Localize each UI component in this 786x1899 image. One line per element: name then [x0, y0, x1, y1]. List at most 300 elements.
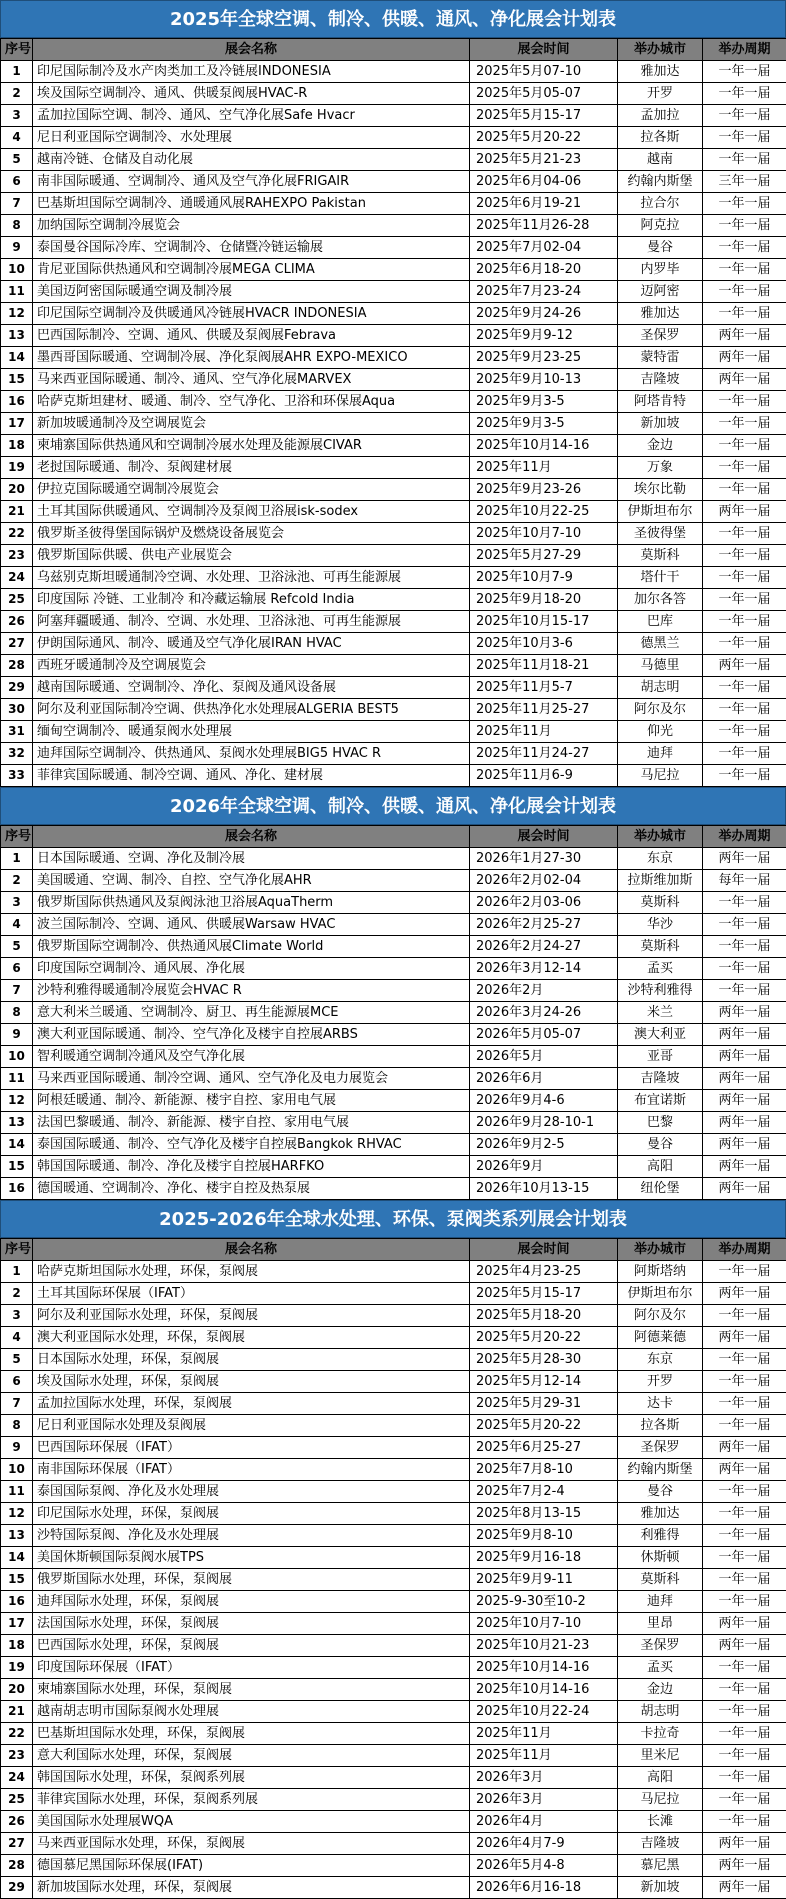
- host-city: 阿德莱德: [618, 1327, 703, 1349]
- row-index: 8: [1, 1415, 33, 1437]
- frequency: 一年一届: [703, 1679, 786, 1701]
- host-city: 利雅得: [618, 1525, 703, 1547]
- table-row: [1, 848, 786, 870]
- frequency: 一年一届: [703, 633, 786, 655]
- exhibition-name: 土耳其国际环保展（IFAT）: [33, 1283, 470, 1305]
- host-city: 莫斯科: [618, 936, 703, 958]
- table-row: [1, 369, 786, 391]
- row-index: 13: [1, 325, 33, 347]
- frequency: 一年一届: [703, 699, 786, 721]
- row-index: 28: [1, 1855, 33, 1877]
- host-city: 内罗毕: [618, 259, 703, 281]
- table-row: [1, 1305, 786, 1327]
- frequency: 一年一届: [703, 914, 786, 936]
- row-index: 15: [1, 1156, 33, 1178]
- frequency: 一年一届: [703, 1349, 786, 1371]
- exhibition-date: 2026年2月24-27: [470, 936, 618, 958]
- exhibition-date: 2026年3月12-14: [470, 958, 618, 980]
- frequency: 两年一届: [703, 1002, 786, 1024]
- frequency: 一年一届: [703, 259, 786, 281]
- exhibition-name: 日本国际暖通、空调、净化及制冷展: [33, 848, 470, 870]
- exhibition-date: 2025年10月22-25: [470, 501, 618, 523]
- row-index: 23: [1, 1745, 33, 1767]
- host-city: 阿克拉: [618, 215, 703, 237]
- frequency: 两年一届: [703, 1090, 786, 1112]
- host-city: 蒙特雷: [618, 347, 703, 369]
- exhibition-date: 2025年10月14-16: [470, 1657, 618, 1679]
- exhibition-date: 2025年6月19-21: [470, 193, 618, 215]
- table-row: [1, 523, 786, 545]
- row-index: 9: [1, 1437, 33, 1459]
- table-row: [1, 1503, 786, 1525]
- frequency: 一年一届: [703, 215, 786, 237]
- exhibition-name: 俄罗斯圣彼得堡国际锅炉及燃烧设备展览会: [33, 523, 470, 545]
- header-cycle: 举办周期: [703, 826, 786, 848]
- frequency: 两年一届: [703, 1635, 786, 1657]
- exhibition-date: 2025年9月9-11: [470, 1569, 618, 1591]
- host-city: 达卡: [618, 1393, 703, 1415]
- exhibition-date: 2025年11月24-27: [470, 743, 618, 765]
- host-city: 拉合尔: [618, 193, 703, 215]
- table-row: [1, 435, 786, 457]
- exhibition-name: 巴西国际制冷、空调、通风、供暖及泵阀展Febrava: [33, 325, 470, 347]
- frequency: 一年一届: [703, 237, 786, 259]
- exhibition-date: 2025年10月7-10: [470, 523, 618, 545]
- exhibition-name: 菲律宾国际水处理，环保，泵阀系列展: [33, 1789, 470, 1811]
- row-index: 27: [1, 1833, 33, 1855]
- exhibition-date: 2026年6月16-18: [470, 1877, 618, 1899]
- host-city: 越南: [618, 149, 703, 171]
- exhibition-name: 印度国际 冷链、工业制冷 和冷藏运输展 Refcold India: [33, 589, 470, 611]
- row-index: 20: [1, 1679, 33, 1701]
- exhibition-date: 2025年10月3-6: [470, 633, 618, 655]
- row-index: 5: [1, 936, 33, 958]
- table-row: [1, 765, 786, 787]
- frequency: 一年一届: [703, 1415, 786, 1437]
- exhibition-date: 2025年9月3-5: [470, 413, 618, 435]
- table-row: [1, 1525, 786, 1547]
- row-index: 7: [1, 980, 33, 1002]
- host-city: 孟买: [618, 1657, 703, 1679]
- row-index: 2: [1, 870, 33, 892]
- host-city: 里米尼: [618, 1745, 703, 1767]
- frequency: 一年一届: [703, 105, 786, 127]
- table-row: [1, 413, 786, 435]
- exhibition-date: 2025年5月20-22: [470, 1327, 618, 1349]
- exhibition-date: 2026年1月27-30: [470, 848, 618, 870]
- frequency: 一年一届: [703, 127, 786, 149]
- section-water-treatment: [0, 1200, 786, 1899]
- frequency: 一年一届: [703, 281, 786, 303]
- exhibition-name: 俄罗斯国际供热通风及泵阀泳池卫浴展AquaTherm: [33, 892, 470, 914]
- table-row: [1, 501, 786, 523]
- row-index: 6: [1, 958, 33, 980]
- exhibition-date: 2025年5月20-22: [470, 1415, 618, 1437]
- host-city: 仰光: [618, 721, 703, 743]
- host-city: 拉斯维加斯: [618, 870, 703, 892]
- table-header-row: [1, 1239, 786, 1261]
- header-name: 展会名称: [33, 1239, 470, 1261]
- exhibition-date: 2025年5月21-23: [470, 149, 618, 171]
- row-index: 31: [1, 721, 33, 743]
- exhibition-name: 柬埔寨国际水处理，环保，泵阀展: [33, 1679, 470, 1701]
- row-index: 29: [1, 677, 33, 699]
- host-city: 东京: [618, 1349, 703, 1371]
- row-index: 16: [1, 1178, 33, 1200]
- host-city: 孟加拉: [618, 105, 703, 127]
- host-city: 伊斯坦布尔: [618, 1283, 703, 1305]
- exhibition-name: 韩国国际水处理，环保，泵阀系列展: [33, 1767, 470, 1789]
- frequency: 两年一届: [703, 369, 786, 391]
- exhibition-date: 2025年10月21-23: [470, 1635, 618, 1657]
- host-city: 圣彼得堡: [618, 523, 703, 545]
- table-row: [1, 61, 786, 83]
- exhibition-name: 美国国际水处理展WQA: [33, 1811, 470, 1833]
- row-index: 19: [1, 457, 33, 479]
- frequency: 一年一届: [703, 523, 786, 545]
- exhibition-date: 2025年5月27-29: [470, 545, 618, 567]
- frequency: 一年一届: [703, 765, 786, 787]
- exhibition-date: 2025年5月18-20: [470, 1305, 618, 1327]
- exhibition-date: 2025年10月14-16: [470, 1679, 618, 1701]
- row-index: 12: [1, 1503, 33, 1525]
- table-row: [1, 127, 786, 149]
- table-row: [1, 1657, 786, 1679]
- frequency: 一年一届: [703, 1569, 786, 1591]
- exhibition-name: 老挝国际暖通、制冷、泵阀建材展: [33, 457, 470, 479]
- row-index: 6: [1, 1371, 33, 1393]
- exhibition-name: 巴西国际水处理，环保，泵阀展: [33, 1635, 470, 1657]
- exhibition-date: 2025年5月15-17: [470, 105, 618, 127]
- exhibition-date: 2025年6月25-27: [470, 1437, 618, 1459]
- host-city: 高阳: [618, 1767, 703, 1789]
- exhibition-date: 2025年11月: [470, 1745, 618, 1767]
- host-city: 新加坡: [618, 1877, 703, 1899]
- row-index: 15: [1, 1569, 33, 1591]
- host-city: 吉隆坡: [618, 369, 703, 391]
- row-index: 4: [1, 127, 33, 149]
- table-row: [1, 1349, 786, 1371]
- table-row: [1, 1701, 786, 1723]
- host-city: 塔什干: [618, 567, 703, 589]
- table-row: [1, 1459, 786, 1481]
- frequency: 两年一届: [703, 1156, 786, 1178]
- frequency: 一年一届: [703, 958, 786, 980]
- exhibition-date: 2025年7月2-4: [470, 1481, 618, 1503]
- exhibition-date: 2025年5月07-10: [470, 61, 618, 83]
- table-row: [1, 1327, 786, 1349]
- exhibition-name: 印尼国际水处理，环保，泵阀展: [33, 1503, 470, 1525]
- exhibition-date: 2025年9月9-12: [470, 325, 618, 347]
- table-row: [1, 457, 786, 479]
- row-index: 8: [1, 215, 33, 237]
- table-row: [1, 1112, 786, 1134]
- exhibition-date: 2025年4月23-25: [470, 1261, 618, 1283]
- row-index: 33: [1, 765, 33, 787]
- exhibition-date: 2026年3月24-26: [470, 1002, 618, 1024]
- exhibition-date: 2025年11月: [470, 1723, 618, 1745]
- exhibition-date: 2026年2月02-04: [470, 870, 618, 892]
- host-city: 德黑兰: [618, 633, 703, 655]
- exhibition-name: 巴基斯坦国际水处理，环保，泵阀展: [33, 1723, 470, 1745]
- row-index: 21: [1, 501, 33, 523]
- host-city: 米兰: [618, 1002, 703, 1024]
- frequency: 一年一届: [703, 193, 786, 215]
- row-index: 28: [1, 655, 33, 677]
- row-index: 5: [1, 149, 33, 171]
- header-date: 展会时间: [470, 826, 618, 848]
- row-index: 1: [1, 848, 33, 870]
- table-row: [1, 633, 786, 655]
- row-index: 23: [1, 545, 33, 567]
- row-index: 16: [1, 1591, 33, 1613]
- table-row: [1, 1547, 786, 1569]
- exhibition-name: 美国休斯顿国际泵阀水展TPS: [33, 1547, 470, 1569]
- host-city: 阿塔肯特: [618, 391, 703, 413]
- host-city: 曼谷: [618, 1134, 703, 1156]
- row-index: 17: [1, 1613, 33, 1635]
- exhibition-name: 阿尔及利亚国际制冷空调、供热净化水处理展ALGERIA BEST5: [33, 699, 470, 721]
- row-index: 3: [1, 892, 33, 914]
- exhibition-date: 2025年9月23-25: [470, 347, 618, 369]
- row-index: 26: [1, 1811, 33, 1833]
- row-index: 22: [1, 1723, 33, 1745]
- table-row: [1, 743, 786, 765]
- table-row: [1, 1002, 786, 1024]
- section-2025-hvac: [0, 0, 786, 787]
- exhibition-name: 土耳其国际供暖通风、空调制冷及泵阀卫浴展isk-sodex: [33, 501, 470, 523]
- host-city: 莫斯科: [618, 1569, 703, 1591]
- table-row: [1, 1855, 786, 1877]
- exhibition-name: 智利暖通空调制冷通风及空气净化展: [33, 1046, 470, 1068]
- table-row: [1, 281, 786, 303]
- frequency: 一年一届: [703, 1745, 786, 1767]
- exhibition-date: 2026年5月: [470, 1046, 618, 1068]
- table-row: [1, 479, 786, 501]
- exhibition-name: 沙特国际泵阀、净化及水处理展: [33, 1525, 470, 1547]
- table-row: [1, 1481, 786, 1503]
- row-index: 18: [1, 435, 33, 457]
- table-row: [1, 215, 786, 237]
- table-header-row: [1, 826, 786, 848]
- host-city: 马尼拉: [618, 1789, 703, 1811]
- host-city: 迈阿密: [618, 281, 703, 303]
- host-city: 胡志明: [618, 677, 703, 699]
- frequency: 一年一届: [703, 1481, 786, 1503]
- table-row: [1, 347, 786, 369]
- table-row: [1, 1156, 786, 1178]
- row-index: 4: [1, 914, 33, 936]
- host-city: 吉隆坡: [618, 1068, 703, 1090]
- host-city: 里昂: [618, 1613, 703, 1635]
- exhibition-date: 2025年9月10-13: [470, 369, 618, 391]
- frequency: 一年一届: [703, 1767, 786, 1789]
- row-index: 14: [1, 1547, 33, 1569]
- exhibition-date: 2025年6月04-06: [470, 171, 618, 193]
- frequency: 一年一届: [703, 611, 786, 633]
- table-row: [1, 1613, 786, 1635]
- frequency: 两年一届: [703, 655, 786, 677]
- table-row: [1, 105, 786, 127]
- exhibition-name: 孟加拉国际空调、制冷、通风、空气净化展Safe Hvacr: [33, 105, 470, 127]
- exhibition-date: 2026年4月: [470, 1811, 618, 1833]
- exhibition-name: 澳大利亚国际水处理，环保，泵阀展: [33, 1327, 470, 1349]
- table-row: [1, 655, 786, 677]
- exhibition-date: 2025年10月14-16: [470, 435, 618, 457]
- exhibition-date: 2025年9月8-10: [470, 1525, 618, 1547]
- exhibition-date: 2026年5月4-8: [470, 1855, 618, 1877]
- row-index: 5: [1, 1349, 33, 1371]
- exhibition-name: 伊拉克国际暖通空调制冷展览会: [33, 479, 470, 501]
- frequency: 一年一届: [703, 479, 786, 501]
- table-row: [1, 1090, 786, 1112]
- host-city: 迪拜: [618, 743, 703, 765]
- exhibition-name: 沙特利雅得暖通制冷展览会HVAC R: [33, 980, 470, 1002]
- frequency: 两年一届: [703, 501, 786, 523]
- exhibition-date: 2026年2月: [470, 980, 618, 1002]
- host-city: 胡志明: [618, 1701, 703, 1723]
- frequency: 一年一届: [703, 677, 786, 699]
- table-row: [1, 149, 786, 171]
- host-city: 迪拜: [618, 1591, 703, 1613]
- schedule-table: [0, 1238, 786, 1899]
- frequency: 一年一届: [703, 980, 786, 1002]
- row-index: 18: [1, 1635, 33, 1657]
- exhibition-date: 2025年8月13-15: [470, 1503, 618, 1525]
- table-row: [1, 1591, 786, 1613]
- row-index: 26: [1, 611, 33, 633]
- section-2026-hvac: [0, 787, 786, 1200]
- table-row: [1, 870, 786, 892]
- table-row: [1, 545, 786, 567]
- frequency: 两年一届: [703, 1833, 786, 1855]
- row-index: 12: [1, 303, 33, 325]
- exhibition-name: 埃及国际水处理，环保，泵阀展: [33, 1371, 470, 1393]
- exhibition-name: 肯尼亚国际供热通风和空调制冷展MEGA CLIMA: [33, 259, 470, 281]
- table-row: [1, 1261, 786, 1283]
- host-city: 高阳: [618, 1156, 703, 1178]
- frequency: 两年一届: [703, 1327, 786, 1349]
- frequency: 两年一届: [703, 1437, 786, 1459]
- exhibition-name: 哈萨克斯坦建材、暖通、制冷、空气净化、卫浴和环保展Aqua: [33, 391, 470, 413]
- row-index: 14: [1, 1134, 33, 1156]
- frequency: 一年一届: [703, 721, 786, 743]
- host-city: 埃尔比勒: [618, 479, 703, 501]
- exhibition-date: 2026年6月: [470, 1068, 618, 1090]
- row-index: 13: [1, 1525, 33, 1547]
- exhibition-date: 2025年11月: [470, 721, 618, 743]
- header-index: 序号: [1, 826, 33, 848]
- row-index: 14: [1, 347, 33, 369]
- exhibition-date: 2025年7月23-24: [470, 281, 618, 303]
- table-row: [1, 1393, 786, 1415]
- frequency: 三年一届: [703, 171, 786, 193]
- exhibition-name: 韩国国际暖通、制冷、净化及楼宇自控展HARFKO: [33, 1156, 470, 1178]
- row-index: 1: [1, 1261, 33, 1283]
- exhibition-date: 2026年9月4-6: [470, 1090, 618, 1112]
- table-row: [1, 699, 786, 721]
- host-city: 雅加达: [618, 61, 703, 83]
- host-city: 孟买: [618, 958, 703, 980]
- frequency: 一年一届: [703, 743, 786, 765]
- exhibition-date: 2026年3月: [470, 1767, 618, 1789]
- exhibition-name: 俄罗斯国际水处理，环保，泵阀展: [33, 1569, 470, 1591]
- table-row: [1, 1679, 786, 1701]
- host-city: 曼谷: [618, 237, 703, 259]
- frequency: 一年一届: [703, 1723, 786, 1745]
- exhibition-name: 马来西亚国际暖通、制冷、通风、空气净化展MARVEX: [33, 369, 470, 391]
- exhibition-name: 阿根廷暖通、制冷、新能源、楼宇自控、家用电气展: [33, 1090, 470, 1112]
- exhibition-name: 法国巴黎暖通、制冷、新能源、楼宇自控、家用电气展: [33, 1112, 470, 1134]
- row-index: 3: [1, 105, 33, 127]
- exhibition-date: 2025年5月29-31: [470, 1393, 618, 1415]
- row-index: 16: [1, 391, 33, 413]
- exhibition-date: 2026年9月2-5: [470, 1134, 618, 1156]
- exhibition-name: 阿尔及利亚国际水处理，环保，泵阀展: [33, 1305, 470, 1327]
- table-body: [1, 1261, 786, 1899]
- exhibition-name: 巴西国际环保展（IFAT）: [33, 1437, 470, 1459]
- exhibition-date: 2025年7月8-10: [470, 1459, 618, 1481]
- frequency: 一年一届: [703, 149, 786, 171]
- table-row: [1, 567, 786, 589]
- host-city: 马尼拉: [618, 765, 703, 787]
- exhibition-name: 菲律宾国际暖通、制冷空调、通风、净化、建材展: [33, 765, 470, 787]
- exhibition-name: 越南冷链、仓储及自动化展: [33, 149, 470, 171]
- row-index: 2: [1, 1283, 33, 1305]
- host-city: 开罗: [618, 1371, 703, 1393]
- exhibition-name: 加纳国际空调制冷展览会: [33, 215, 470, 237]
- exhibition-date: 2025年9月18-20: [470, 589, 618, 611]
- frequency: 两年一届: [703, 1046, 786, 1068]
- table-row: [1, 1046, 786, 1068]
- table-row: [1, 589, 786, 611]
- table-body: [1, 848, 786, 1200]
- row-index: 21: [1, 1701, 33, 1723]
- host-city: 阿斯塔纳: [618, 1261, 703, 1283]
- host-city: 加尔各答: [618, 589, 703, 611]
- exhibition-name: 越南国际暖通、空调制冷、净化、泵阀及通风设备展: [33, 677, 470, 699]
- table-row: [1, 936, 786, 958]
- frequency: 一年一届: [703, 1701, 786, 1723]
- table-row: [1, 914, 786, 936]
- exhibition-name: 尼日利亚国际空调制冷、水处理展: [33, 127, 470, 149]
- exhibition-date: 2026年2月25-27: [470, 914, 618, 936]
- table-row: [1, 193, 786, 215]
- table-row: [1, 1569, 786, 1591]
- exhibition-date: 2025年5月05-07: [470, 83, 618, 105]
- exhibition-name: 乌兹别克斯坦暖通制冷空调、水处理、卫浴泳池、可再生能源展: [33, 567, 470, 589]
- row-index: 10: [1, 1459, 33, 1481]
- table-row: [1, 721, 786, 743]
- host-city: 华沙: [618, 914, 703, 936]
- exhibition-name: 尼日利亚国际水处理及泵阀展: [33, 1415, 470, 1437]
- exhibition-date: 2026年5月05-07: [470, 1024, 618, 1046]
- table-row: [1, 1283, 786, 1305]
- table-row: [1, 1437, 786, 1459]
- host-city: 金边: [618, 1679, 703, 1701]
- exhibition-name: 柬埔寨国际供热通风和空调制冷展水处理及能源展CIVAR: [33, 435, 470, 457]
- frequency: 一年一届: [703, 545, 786, 567]
- host-city: 伊斯坦布尔: [618, 501, 703, 523]
- table-row: [1, 1723, 786, 1745]
- exhibition-date: 2026年9月28-10-1: [470, 1112, 618, 1134]
- exhibition-date: 2025年11月18-21: [470, 655, 618, 677]
- host-city: 莫斯科: [618, 892, 703, 914]
- exhibition-name: 印尼国际制冷及水产肉类加工及冷链展INDONESIA: [33, 61, 470, 83]
- exhibition-name: 迪拜国际空调制冷、供热通风、泵阀水处理展BIG5 HVAC R: [33, 743, 470, 765]
- exhibition-name: 哈萨克斯坦国际水处理，环保，泵阀展: [33, 1261, 470, 1283]
- header-cycle: 举办周期: [703, 39, 786, 61]
